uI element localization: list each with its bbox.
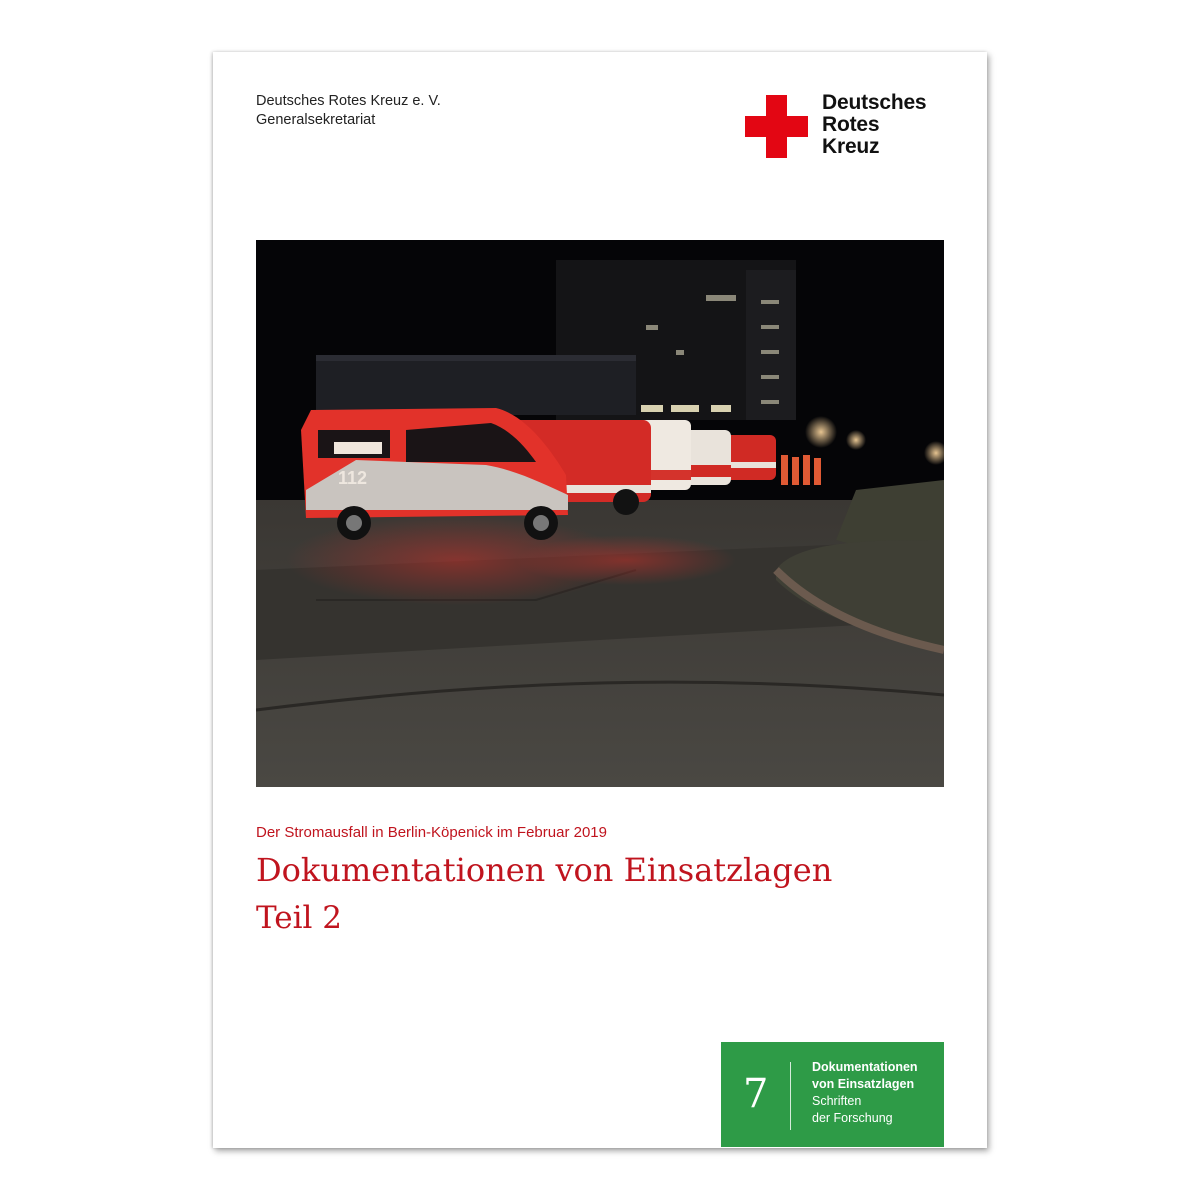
drk-logo: [745, 92, 955, 162]
logo-wordmark: [822, 92, 926, 158]
series-title-line-1: Dokumentationen: [812, 1060, 918, 1074]
vehicle-number: 112: [338, 468, 368, 488]
series-title: [812, 1059, 918, 1093]
cover-title: Dokumentationen von Einsatzlagen: [256, 851, 833, 889]
cover-photo: [256, 240, 944, 787]
logo-line-1: Deutsches: [822, 91, 927, 114]
publisher-block: [256, 92, 441, 130]
document-cover: [213, 52, 987, 1148]
publisher-name: Deutsches Rotes Kreuz e. V.: [256, 93, 441, 109]
series-box: [721, 1042, 944, 1147]
cover-subtitle: Der Stromausfall in Berlin-Köpenick im Februar 2019: [256, 824, 607, 841]
publisher-department: Generalsekretariat: [256, 112, 376, 128]
logo-line-2: Rotes: [822, 113, 880, 136]
logo-line-3: Kreuz: [822, 135, 880, 158]
series-name: [812, 1093, 893, 1127]
red-cross-icon: [745, 95, 808, 158]
series-number: 7: [743, 1071, 769, 1117]
series-name-line-2: der Forschung: [812, 1111, 893, 1125]
cover-title-part: Teil 2: [256, 900, 343, 936]
series-name-line-1: Schriften: [812, 1094, 862, 1108]
series-title-line-2: von Einsatzlagen: [812, 1077, 915, 1091]
series-divider: [790, 1062, 791, 1130]
